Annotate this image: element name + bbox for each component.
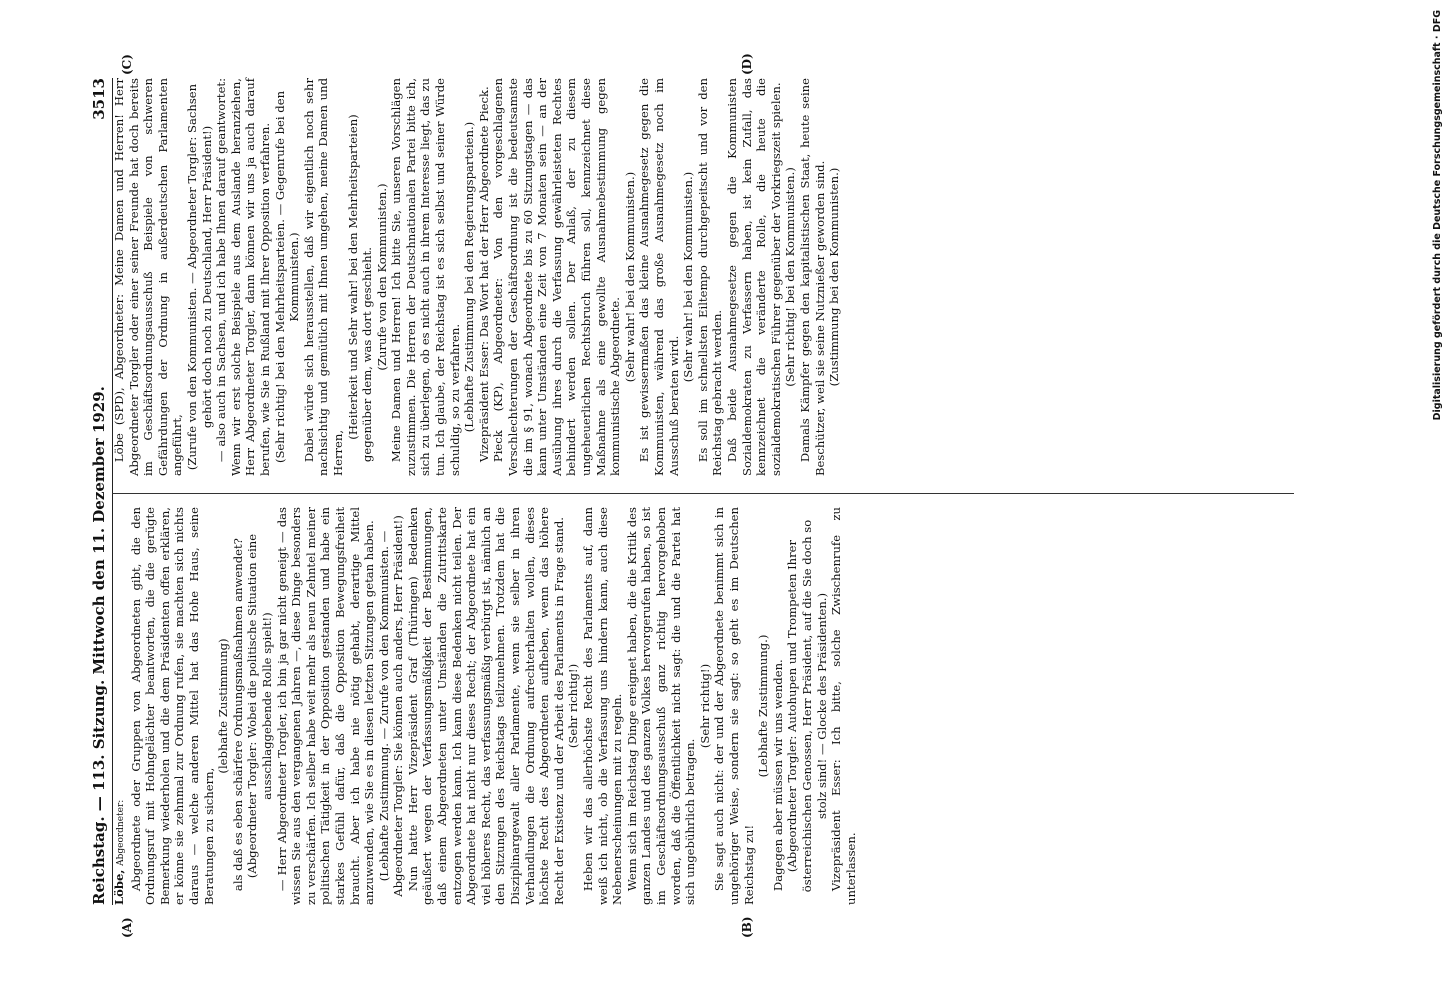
interjection: (Abgeordneter Torgler: Autohupen und Trompeten Ihrer österreichischen Genossen, Herr Präsident, auf die Sie doch so stolz sind! — Glocke des Präsidenten.) (785, 519, 829, 893)
paragraph: Es soll im schnellsten Eiltempo durchgepeitscht und vor den Reichstag gebracht werden. (695, 78, 725, 476)
paragraph: Pieck (KP), Abgeordneter: Von den vorgeschlagenen Verschlechterungen der Geschäftsordnung ist die bedeutsamste die im § 91, wonach Abgeordnete bis zu 60 Sitzungstagen — das kann unter Umständen eine Zeit von 7 Monaten sein — an der Ausübung ihres durch die Verfassung gewährleisteten Rechtes behindert werden sollen. Der Anlaß, der zu diesem ungeheuerlichen Rechtsbruch führen soll, kennzeichnet diese Maßnahme als eine gewollte Ausnahmebestimmung gegen kommunistische Abgeordnete. (491, 78, 623, 476)
dfg-stamp (1418, 10, 1443, 730)
interjection: (Sehr richtig! bei den Kommunisten.) (783, 167, 798, 387)
interjection: (Zurufe von den Kommunisten.) (374, 183, 389, 371)
paragraph: Heben wir das allerhöchste Recht des Parlaments auf, dann weiß ich nicht, ob die Verfassung uns hindern kann, auch diese Nebenerscheinungen mit zu regeln. (581, 507, 625, 905)
left-column (112, 507, 1294, 905)
paragraph: gegenüber dem, was dort geschieht. (360, 247, 375, 463)
speaker-tag: Abgeordneter: (116, 799, 126, 866)
paragraph: Wenn sich im Reichstag Dinge ereignet haben, die die Kritik des ganzen Landes und des ganzen Volkes hervorgerufen haben, so ist im Geschäftsordnungsausschuß ganz richtig hervorgehoben worden, daß die Öffentlichkeit nicht sagt: die und die Partei hat sich ungebührlich betragen. (624, 507, 698, 905)
margin-mark-c: (C) (120, 54, 134, 75)
header-title: Reichstag. — 113. Sitzung. Mittwoch den 11. Dezember 1929. (90, 386, 108, 905)
paragraph: Nun hatte Herr Vizepräsident Graf (Thüringen) Bedenken geäußert wegen der Verfassungsmäßigkeit der Bestimmungen, daß einem Abgeordneten unter Umständen die Zutrittskarte entzogen werden kann. Ich kann diese Bedenken nicht teilen. Der Abgeordnete hat nicht nur dieses Recht; der Abgeordnete hat ein viel höheres Recht, das verfassungsmäßig verbürgt ist, nämlich an den Sitzungen des Reichstags teilzunehmen. Trotzdem hat die Disziplinargewalt aller Parlamente, wenn sie selber in ihren Verhandlungen die Ordnung aufrechterhalten wollen, dieses höchste Recht des Abgeordneten aufheben, wenn das höhere Recht der Existenz und der Arbeit des Parlaments in Frage stand. (405, 507, 566, 905)
paragraph: Damals Kämpfer gegen den kapitalistischen Staat, heute seine Beschützer, weil sie seine Nutznießer geworden sind. (797, 78, 827, 476)
interjection: (Lebhafte Zustimmung. — Zurufe von den Kommunisten. — Abgeordneter Torgler: Sie können auch anders, Herr Präsident!) (376, 515, 406, 897)
interjection: (lebhafte Zustimmung) (216, 638, 231, 774)
interjection: (Heiterkeit und Sehr wahr! bei den Mehrheitsparteien) (345, 114, 360, 440)
paragraph: als daß es eben schärfere Ordnungsmaßnahmen anwendet? (230, 538, 245, 892)
speaker-name: Löbe, (112, 869, 126, 905)
interjection: (Abgeordneter Torgler: Wobei die politische Situation eine ausschlaggebende Rolle spielt!) (245, 533, 274, 879)
paragraph: Es ist gewissermaßen das kleine Ausnahmegesetz gegen die Kommunisten, während das große Ausnahmegesetz noch im Ausschuß beraten wird. (637, 78, 681, 476)
columns (112, 78, 1294, 905)
right-column (112, 78, 1294, 476)
interjection: (Sehr wahr! bei den Kommunisten.) (681, 171, 696, 383)
margin-mark-b: (B) (740, 916, 754, 938)
paragraph: — Herr Abgeordneter Torgler, ich bin ja gar nicht geneigt — das wissen Sie aus den vergangenen Jahren —, diese Dinge besonders zu verschärfen. Ich selber habe weit mehr als neun Zehntel meiner politischen Tätigkeit in der Opposition gestanden und habe ein starkes Gefühl dafür, daß die Opposition Bewegungsfreiheit braucht. Aber ich habe nie nötig gehabt, derartige Mittel anzuwenden, wie Sie es in diesen letzten Sitzungen getan haben. (274, 507, 377, 905)
paragraph: Dabei würde sich herausstellen, daß wir eigentlich noch sehr nachsichtig und gemütlich mit Ihnen umgehen, meine Damen und Herren, (301, 78, 345, 476)
interjection: (Sehr wahr! bei den Kommunisten.) (622, 171, 637, 383)
interjection: (Lebhafte Zustimmung.) (756, 634, 771, 778)
paragraph: Vizepräsident Esser: Das Wort hat der Herr Abgeordnete Pieck. (476, 86, 491, 463)
column-divider (112, 493, 1294, 494)
interjection: (Zustimmung bei den Kommunisten.) (827, 167, 842, 387)
paragraph: Vizepräsident Esser: Ich bitte, solche Zwischenrufe zu unterlassen. (829, 507, 858, 905)
interjection: (Sehr richtig!) (566, 663, 581, 749)
paragraph: Löbe (SPD), Abgeordneter: Meine Damen und Herren! Herr Abgeordneter Torgler oder einer seiner Freunde hat doch bereits im Geschäftsordnungsausschuß Beispiele von schweren Gefährdungen der Ordnung in außerdeutschen Parlamenten angeführt, (112, 78, 185, 476)
running-header (86, 78, 113, 905)
margin-mark-a: (A) (120, 917, 134, 938)
interjection: (Zurufe von den Kommunisten. — Abgeordneter Torgler: Sachsen gehört doch noch zu Deutschland, Herr Präsident!) (184, 83, 214, 471)
margin-mark-d: (D) (740, 53, 754, 75)
paragraph: Abgeordnete oder Gruppen von Abgeordneten gibt, die den Ordnungsruf mit Hohngelächter beantworten, die die gerügte Bemerkung wiederholen und die dem Präsidenten offen erklären, er könne sie zehnmal zur Ordnung rufen, sie machten sich nichts daraus — welche anderen Mittel hat das Hohe Haus, seine Beratungen zu sichern, (128, 507, 216, 905)
dfg-stamp-text: Digitalisierung gefördert durch die Deutsche Forschungsgemeinschaft · DFG (1432, 10, 1443, 421)
paragraph: Daß beide Ausnahmegesetze gegen die Kommunisten Sozialdemokraten zu Verfassern haben, ist kein Zufall, das kennzeichnet die veränderte Rolle, die heute die sozialdemokratischen Führer gegenüber der Vorkriegszeit spielen. (724, 78, 783, 476)
paragraph: Dagegen aber müssen wir uns wenden. (770, 659, 785, 892)
speaker-line (112, 507, 129, 905)
interjection: (Sehr richtig! bei den Mehrheitsparteien. — Gegenrufe bei den Kommunisten.) (272, 90, 302, 464)
interjection: (Lebhafte Zustimmung bei den Regierungsparteien.) (462, 121, 477, 433)
paragraph: Meine Damen und Herren! Ich bitte Sie, unseren Vorschlägen zuzustimmen. Die Herren der Deutschnationalen Partei bitte ich, sich zu überlegen, ob es nicht auch in ihrem Interesse liegt, das zu tun. Ich glaube, der Reichstag ist es sich selbst und seiner Würde schuldig, so zu verfahren. (389, 78, 462, 476)
interjection: (Sehr richtig!) (697, 663, 712, 749)
page-number: 3513 (90, 78, 108, 120)
paragraph: Sie sagt auch nicht: der und der Abgeordnete benimmt sich in ungehöriger Weise, sondern sie sagt: so geht es im Deutschen Reichstag zu! (712, 507, 756, 905)
paragraph: — also auch in Sachsen, und ich habe Ihnen darauf geantwortet: Wenn wir erst solche Beispiele aus dem Auslande heranziehen, Herr Abgeordneter Torgler, dann können wir uns ja auch darauf berufen, wie Sie in Rußland mit Ihrer Opposition verfahren. (214, 78, 272, 476)
